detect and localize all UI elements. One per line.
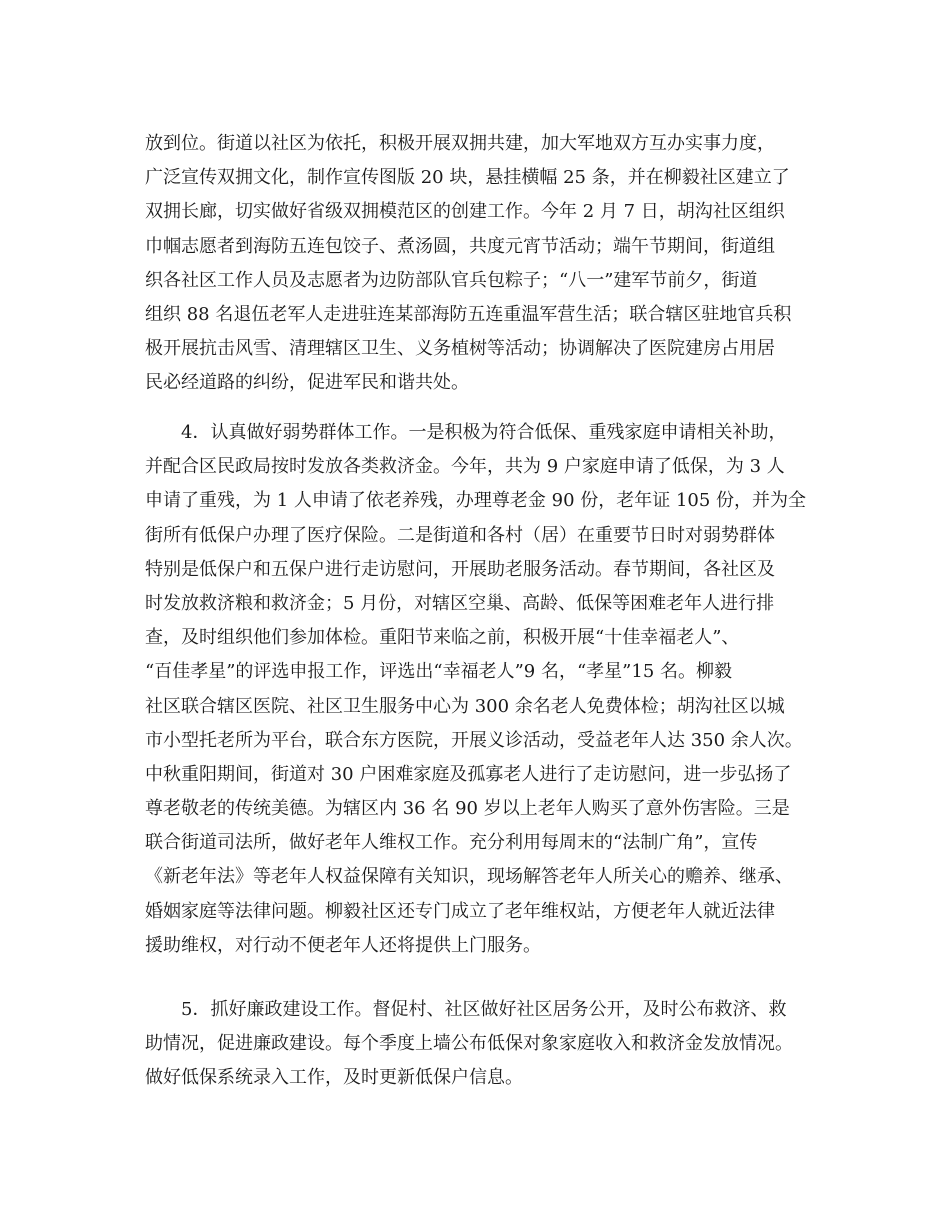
- text-line: 街所有低保户办理了医疗保险。二是街道和各村（居）在重要节日时对弱势群体: [145, 524, 775, 546]
- text-line: 组织 88 名退伍老军人走进驻连某部海防五连重温军营生活；联合辖区驻地官兵积: [145, 303, 792, 325]
- text-line: 5．抓好廉政建设工作。督促村、社区做好社区居务公开，及时公布救济、救: [181, 999, 787, 1020]
- text-line: 申请了重残，为 1 人申请了依老养残，办理尊老金 90 份，老年证 105 份，并为全: [145, 490, 807, 512]
- text-line: 时发放救济粮和救济金；5 月份，对辖区空巢、高龄、低保等困难老年人进行排: [145, 592, 775, 614]
- text-line: 《新老年法》等老年人权益保障有关知识，现场解答老年人所关心的赡养、继承、: [145, 866, 793, 888]
- text-line: 中秋重阳期间，街道对 30 户困难家庭及孤寡老人进行了走访慰问，进一步弘扬了: [145, 763, 792, 785]
- text-line: 织各社区工作人员及志愿者为边防部队官兵包粽子；“八一”建军节前夕，街道: [145, 269, 758, 291]
- text-line: 广泛宣传双拥文化，制作宣传图版 20 块，悬挂横幅 25 条，并在柳毅社区建立了: [145, 167, 790, 189]
- text-line: 市小型托老所为平台，联合东方医院，开展义诊活动，受益老年人达 350 余人次。: [145, 729, 803, 751]
- text-line: 做好低保系统录入工作，及时更新低保户信息。: [145, 1067, 523, 1089]
- text-line: 民必经道路的纠纷，促进军民和谐共处。: [145, 372, 469, 394]
- text-line: 并配合区民政局按时发放各类救济金。今年，共为 9 户家庭申请了低保，为 3 人: [145, 456, 785, 478]
- paragraph-continued: [145, 127, 810, 401]
- text-line: 巾帼志愿者到海防五连包饺子、煮汤圆，共度元宵节活动；端午节期间，街道组: [145, 235, 775, 257]
- text-line: 助情况，促进廉政建设。每个季度上墙公布低保对象家庭收入和救济金发放情况。: [145, 1033, 793, 1055]
- paragraph-5: [145, 993, 810, 1096]
- text-line: 双拥长廊，切实做好省级双拥模范区的创建工作。今年 2 月 7 日，胡沟社区组织: [145, 201, 785, 223]
- text-line: 特别是低保户和五保户进行走访慰问，开展助老服务活动。春节期间，各社区及: [145, 558, 775, 580]
- text-line: 4．认真做好弱势群体工作。一是积极为符合低保、重残家庭申请相关补助，: [181, 422, 787, 443]
- text-line: 尊老敬老的传统美德。为辖区内 36 名 90 岁以上老年人购买了意外伤害险。三是: [145, 798, 790, 820]
- text-line: 援助维权，对行动不便老年人还将提供上门服务。: [145, 934, 541, 956]
- text-line: 社区联合辖区医院、社区卫生服务中心为 300 余名老人免费体检；胡沟社区以城: [145, 695, 785, 717]
- text-line: 查，及时组织他们参加体检。重阳节来临之前，积极开展“十佳幸福老人”、: [145, 627, 740, 649]
- text-line: 联合街道司法所，做好老年人维权工作。充分利用每周末的“法制广角”，宣传: [145, 832, 758, 854]
- text-line: “百佳孝星”的评选申报工作，评选出“幸福老人”9 名，“孝星”15 名。柳毅: [145, 661, 733, 683]
- paragraph-4: [145, 416, 810, 963]
- text-line: 放到位。街道以社区为依托，积极开展双拥共建，加大军地双方互办实事力度，: [145, 133, 775, 154]
- text-line: 极开展抗击风雪、清理辖区卫生、义务植树等活动；协调解决了医院建房占用居: [145, 338, 775, 360]
- text-line: 婚姻家庭等法律问题。柳毅社区还专门成立了老年维权站，方便老年人就近法律: [145, 900, 775, 922]
